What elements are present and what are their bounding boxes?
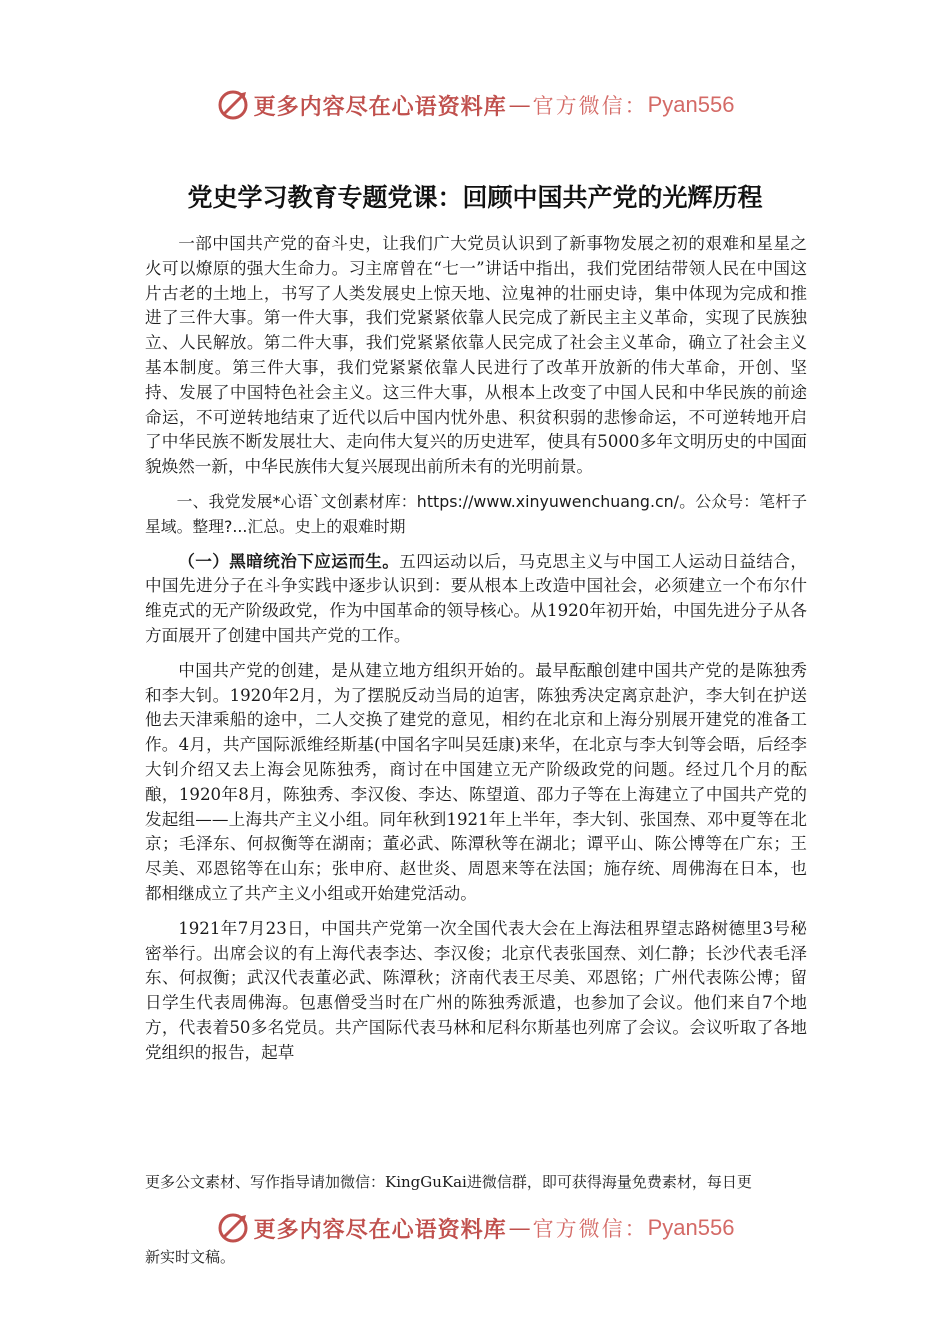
banner-brand: 更多内容尽在心语资料库 bbox=[253, 1216, 507, 1243]
section1-body: 五四运动以后，马克思主义与中国工人运动日益结合，中国先进分子在斗争实践中逐步认识到：要从根本上改造中国社会，必须建立一个布尔什维克式的无产阶级政党，作为中国革命的领导核心。从1920年初开始，中国先进分子从各方面展开了创建中国共产党的工作。 bbox=[145, 551, 808, 645]
watermark-banner-top bbox=[0, 85, 950, 125]
paragraph-intro: 一部中国共产党的奋斗史，让我们广大党员认识到了新事物发展之初的艰难和星星之火可以燎原的强大生命力。习主席曾在“七一”讲话中指出，我们党团结带领人民在中国这片古老的土地上，书写了人类发展史上惊天地、泣鬼神的壮丽史诗，集中体现为完成和推进了三件大事。第一件大事，我们党紧紧依靠人民完成了新民主主义革命，实现了民族独立、人民解放。第二件大事，我们党紧紧依靠人民完成了社会主义革命，确立了社会主义基本制度。第三件大事，我们党紧紧依靠人民进行了改革开放新的伟大革命，开创、坚持、发展了中国特色社会主义。这三件大事，从根本上改变了中国人民和中华民族的前途命运，不可逆转地结束了近代以后中国内忧外患、积贫积弱的悲惨命运，不可逆转地开启了中华民族不断发展壮大、走向伟大复兴的历史进军，使具有5000多年文明历史的中国面貌焕然一新，中华民族伟大复兴展现出前所未有的光明前景。 bbox=[145, 234, 807, 477]
paragraph-section1 bbox=[145, 550, 807, 649]
banner-wechat-id: Pyan556 bbox=[647, 92, 735, 117]
paragraph-first-congress: 1921年7月23日，中国共产党第一次全国代表大会在上海法租界望志路树德里3号秘密举行。出席会议的有上海代表李达、李汉俊；北京代表张国焘、刘仁静；长沙代表毛泽东、何叔衡；武汉代表董必武、陈潭秋；济南代表王尽美、邓恩铭；广州代表陈公博；留日学生代表周佛海。包惠僧受当时在广州的陈独秀派遣，也参加了会议。他们来自7个地方，代表着50多名党员。共产国际代表马林和尼科尔斯基也列席了会议。会议听取了各地党组织的报告，起草 bbox=[145, 918, 807, 1062]
paragraph-founding: 中国共产党的创建，是从建立地方组织开始的。最早酝酿创建中国共产党的是陈独秀和李大钊。1920年2月，为了摆脱反动当局的迫害，陈独秀决定离京赴沪，李大钊在护送他去天津乘船的途中，二人交换了建党的意见，相约在北京和上海分别展开建党的准备工作。4月，共产国际派维经斯基(中国名字叫吴廷康)来华，在北京与李大钊等会晤，后经李大钊介绍又去上海会见陈独秀，商讨在中国建立无产阶级政党的问题。经过几个月的酝酿，1920年8月，陈独秀、李汉俊、李达、陈望道、邵力子等在上海建立了中国共产党的发起组——上海共产主义小组。同年秋到1921年上半年，李大钊、张国焘、邓中夏等在北京；毛泽东、何叔衡等在湖南；董必武、陈潭秋等在湖北；谭平山、陈公博等在广东；王尽美、邓恩铭等在山东；张申府、赵世炎、周恩来等在法国；施存统、周佛海在日本，也都相继成立了共产主义小组或开始建党活动。 bbox=[145, 660, 807, 903]
section1-lead: （一）黑暗统治下应运而生。 bbox=[178, 551, 400, 571]
section-heading: 一、我党发展*心语`文创素材库：https://www.xinyuwenchuang.cn/。公众号：笔杆子星域。整理?...汇总。史上的艰难时期 bbox=[145, 491, 807, 536]
logo-icon bbox=[216, 88, 250, 122]
banner-separator: — bbox=[508, 1215, 531, 1241]
banner-wechat-id: Pyan556 bbox=[647, 1215, 735, 1240]
footer-note: 更多公文素材、写作指导请加微信：KingGuKai进微信群，即可获得海量免费素材，每日更 bbox=[145, 1173, 752, 1191]
banner-wechat-label: 官方微信： bbox=[532, 94, 648, 118]
banner-wechat-label: 官方微信： bbox=[532, 1217, 648, 1241]
banner-separator: — bbox=[508, 92, 531, 118]
document-body bbox=[145, 232, 807, 1076]
watermark-banner-bottom bbox=[0, 1208, 950, 1248]
banner-brand: 更多内容尽在心语资料库 bbox=[253, 93, 507, 120]
page-title: 党史学习教育专题党课：回顾中国共产党的光辉历程 bbox=[187, 183, 763, 212]
logo-icon bbox=[216, 1211, 250, 1245]
footer-tail: 新实时文稿。 bbox=[145, 1248, 236, 1266]
